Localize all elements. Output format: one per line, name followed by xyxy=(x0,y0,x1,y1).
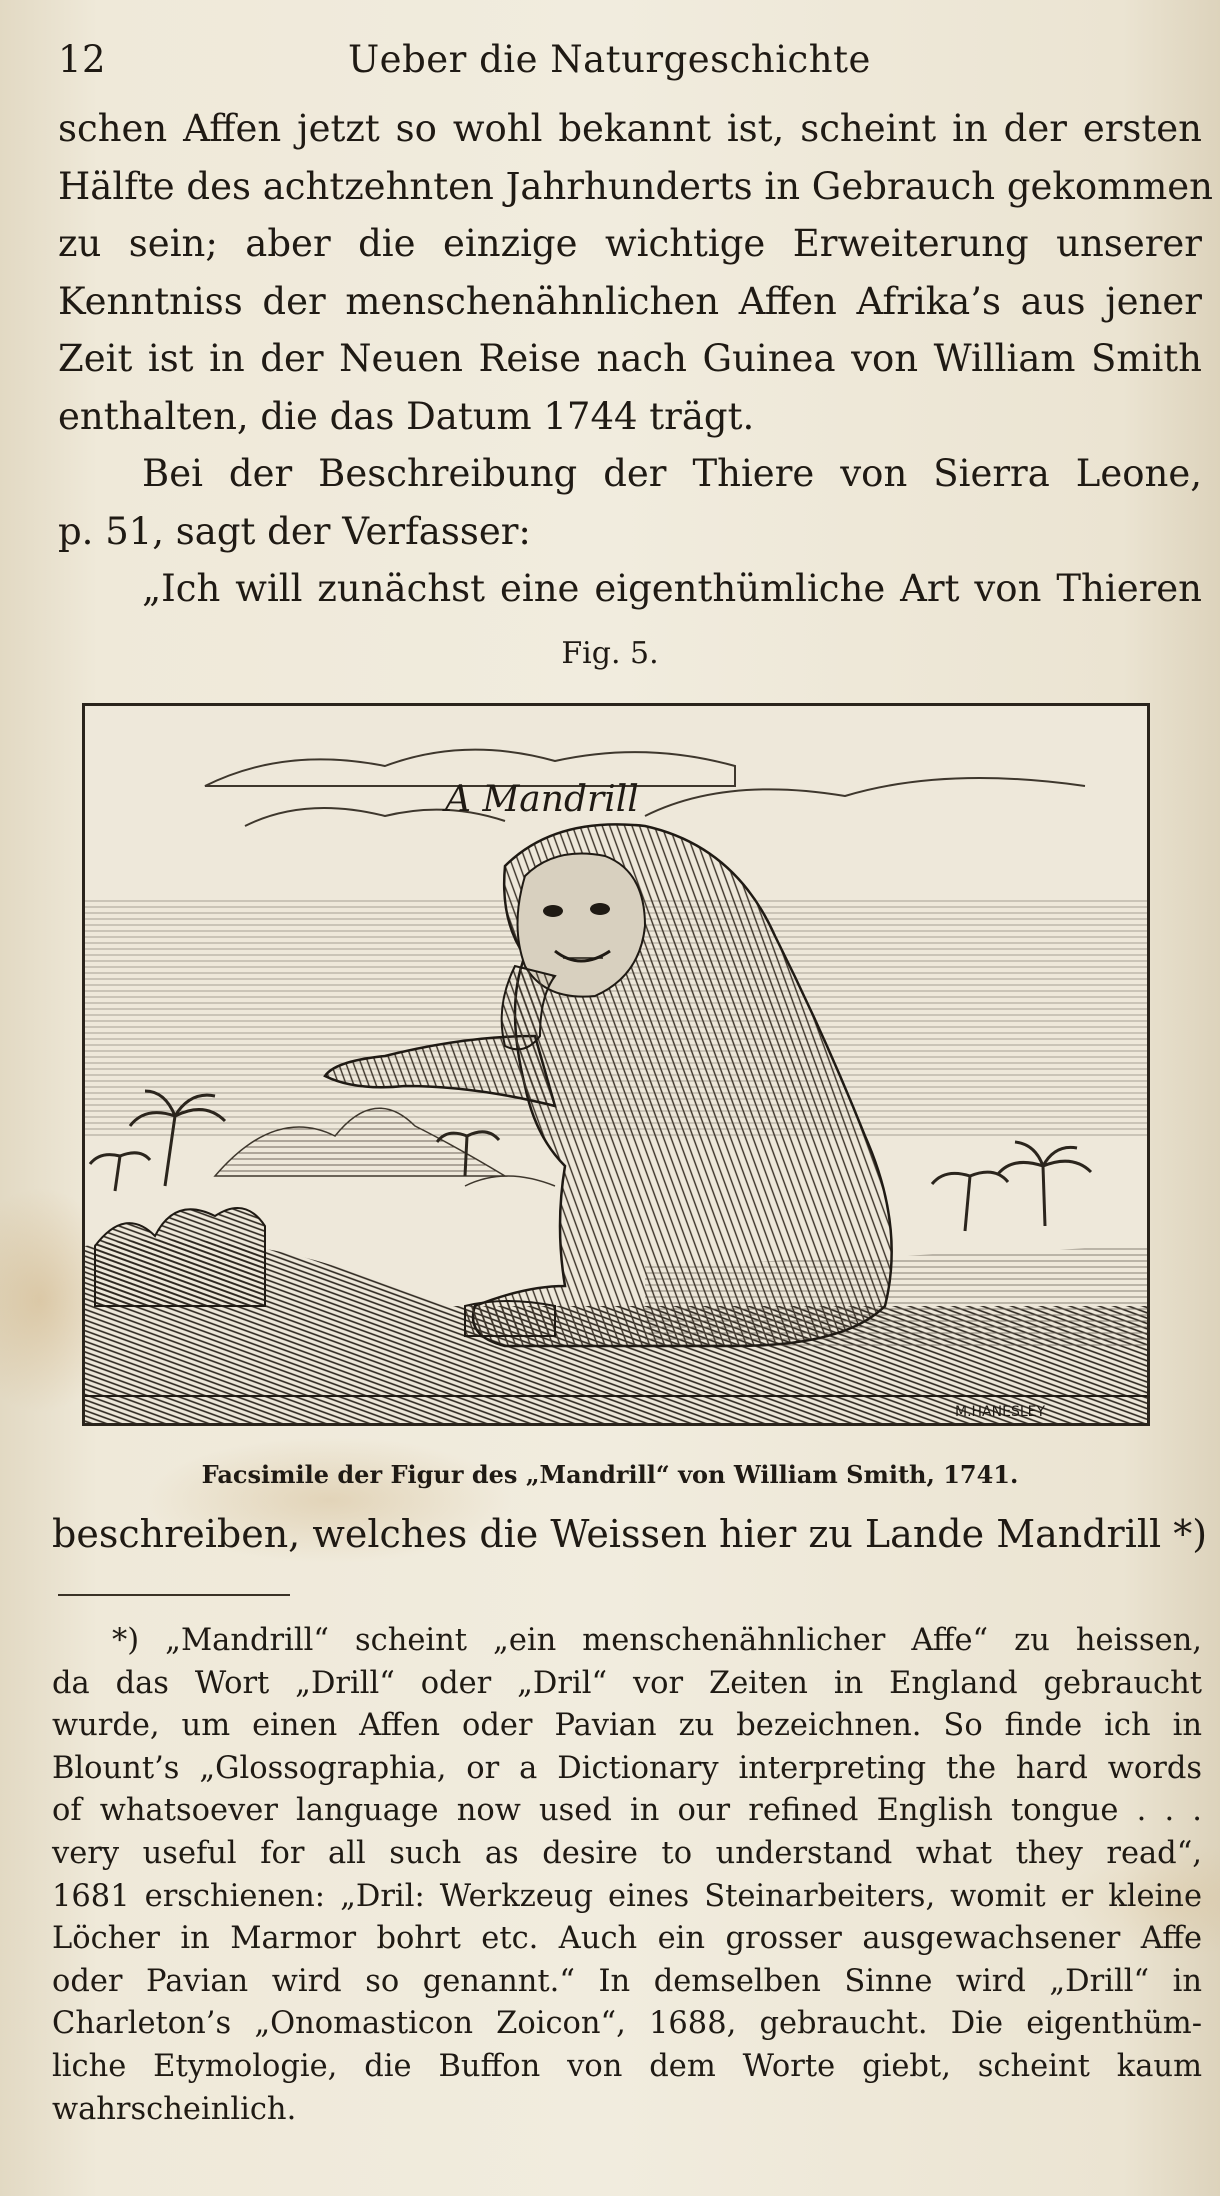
figure-label: Fig. 5. xyxy=(561,636,659,671)
footnote-line: wahrscheinlich. xyxy=(52,2091,297,2127)
page-number: 12 xyxy=(58,38,107,81)
footnote-line: Löcher in Marmor bohrt etc. Auch ein grosser ausgewachsener Affe xyxy=(52,1921,1202,1957)
figure-caption: Facsimile der Figur des „Mandrill“ von William Smith, 1741. xyxy=(201,1460,1019,1489)
footnote xyxy=(52,1620,1202,2131)
text-line: zu sein; aber die einzige wichtige Erweiterung unserer xyxy=(58,222,1202,265)
footnote-line: liche Etymologie, die Buffon von dem Worte giebt, scheint kaum xyxy=(52,2048,1202,2084)
text-line: schen Affen jetzt so wohl bekannt ist, scheint in der ersten xyxy=(58,107,1202,150)
text-line: Hälfte des achtzehnten Jahrhunderts in Gebrauch gekommen xyxy=(58,164,1214,208)
running-head: Ueber die Naturgeschichte xyxy=(348,38,871,81)
mandrill-engraving xyxy=(82,703,1150,1426)
footnote-line: very useful for all such as desire to understand what they read“, xyxy=(52,1835,1202,1871)
page-header xyxy=(58,38,1162,88)
text-line: p. 51, sagt der Verfasser: xyxy=(58,509,531,553)
footnote-rule xyxy=(58,1594,290,1596)
paragraph-1 xyxy=(58,100,1214,445)
text-line: Zeit ist in der Neuen Reise nach Guinea von William Smith xyxy=(58,337,1202,380)
footnote-line: 1681 erschienen: „Dril: Werkzeug eines Steinarbeiters, womit er kleine xyxy=(52,1878,1202,1914)
text-line: „Ich will zunächst eine eigenthümliche Art von Thieren xyxy=(142,567,1202,610)
engraving-inscription: A Mandrill xyxy=(445,779,639,820)
footnote-line: Blount’s „Glossographia, or a Dictionary interpreting the hard words xyxy=(52,1750,1202,1786)
footnote-line: da das Wort „Drill“ oder „Dril“ vor Zeiten in England gebraucht xyxy=(52,1665,1202,1701)
text-line: enthalten, die das Datum 1744 trägt. xyxy=(58,394,755,438)
footnote-line: of whatsoever language now used in our refined English tongue . . . xyxy=(52,1793,1202,1829)
engraving-signature: M.HANESLEY xyxy=(955,1404,1046,1420)
text-line: Bei der Beschreibung der Thiere von Sierra Leone, xyxy=(142,452,1202,495)
quote-paragraph xyxy=(58,560,1202,618)
text-line: Kenntniss der menschenähnlichen Affen Afrika’s aus jener xyxy=(58,279,1202,323)
footnote-line: oder Pavian wird so genannt.“ In demselben Sinne wird „Drill“ in xyxy=(52,1963,1202,1999)
engraving-illustration xyxy=(85,706,1147,1423)
continuation-line: beschreiben, welches die Weissen hier zu Lande Mandrill *) xyxy=(52,1512,1208,1556)
footnote-line: Charleton’s „Onomasticon Zoicon“, 1688, gebraucht. Die eigenthüm- xyxy=(52,2006,1202,2042)
paragraph-2 xyxy=(58,445,1202,560)
footnote-line: wurde, um einen Affen oder Pavian zu bezeichnen. So finde ich in xyxy=(52,1708,1202,1744)
footnote-line: *) „Mandrill“ scheint „ein menschenähnlicher Affe“ zu heissen, xyxy=(112,1623,1202,1658)
